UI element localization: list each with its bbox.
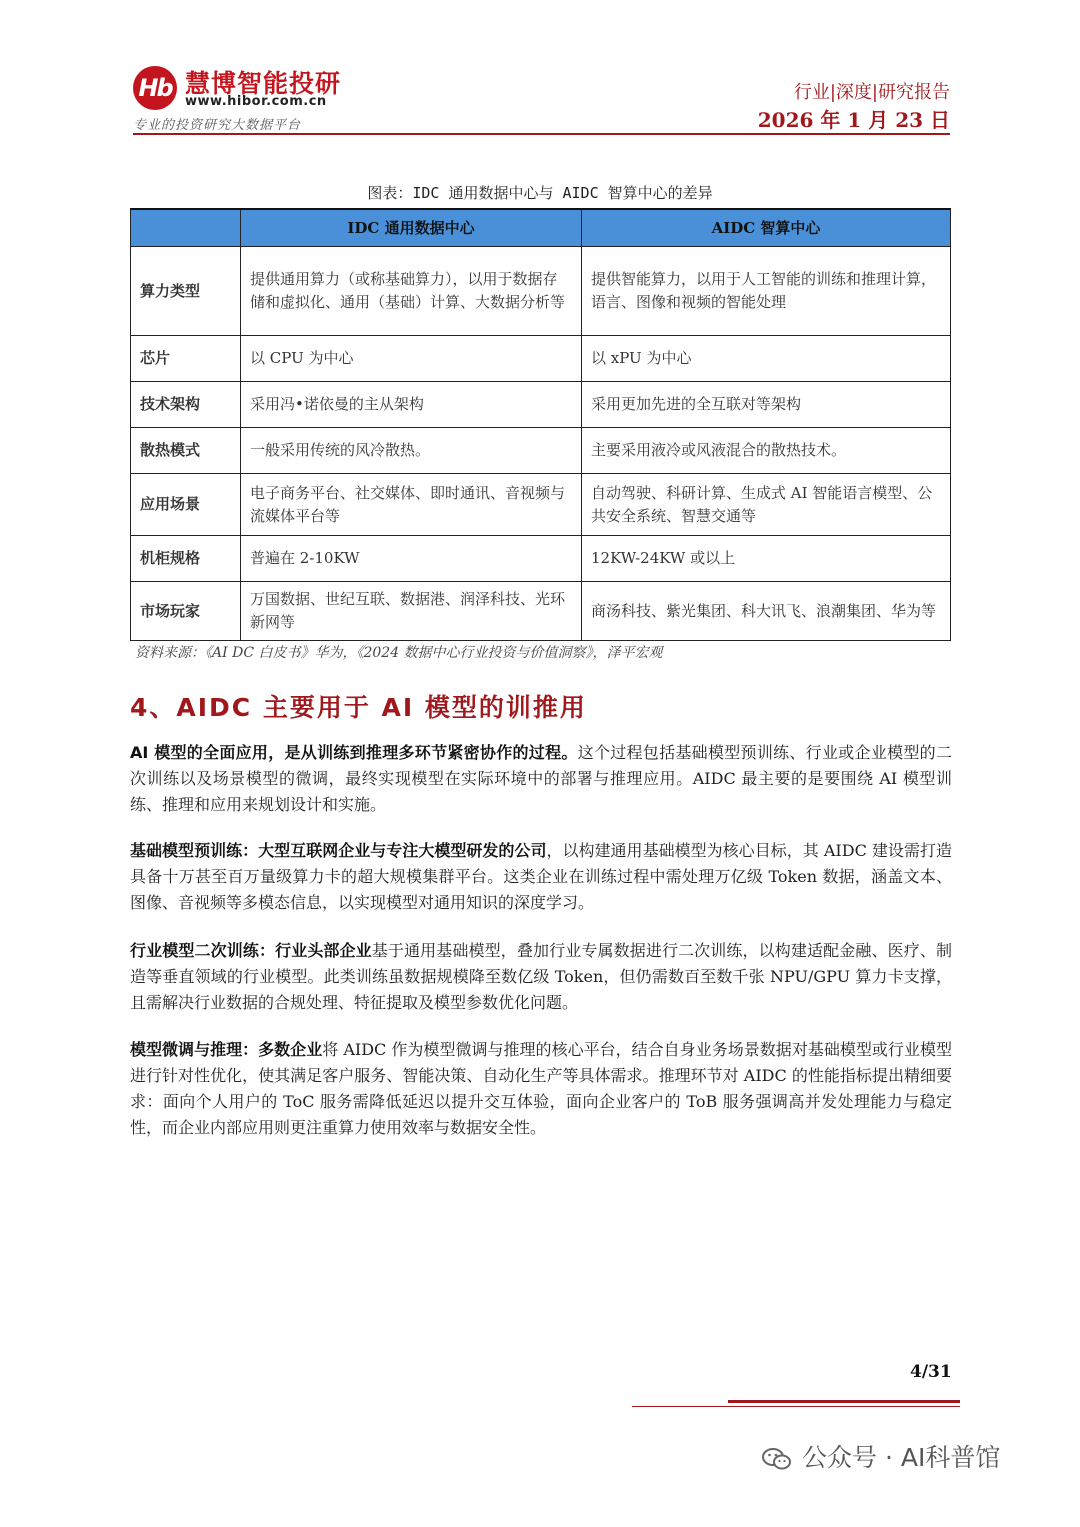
aidc-cell: 采用更加先进的全互联对等架构	[582, 382, 951, 428]
aidc-cell: 12KW-24KW 或以上	[582, 536, 951, 582]
idc-cell: 万国数据、世纪互联、数据港、润泽科技、光环新网等	[241, 582, 582, 641]
document-date: 2026 年 1 月 23 日	[757, 108, 950, 132]
table-header-blank	[131, 209, 241, 247]
logo-icon: Hb	[133, 66, 177, 110]
watermark-text: 公众号 · AI科普馆	[802, 1443, 1001, 1472]
table-caption: 图表：IDC 通用数据中心与 AIDC 智算中心的差异	[367, 184, 713, 202]
document-type: 行业|深度|研究报告	[793, 82, 950, 103]
row-label: 机柜规格	[131, 536, 241, 582]
brand-url: www.hibor.com.cn	[185, 94, 327, 109]
paragraph-body: 基于通用基础模型，叠加行业专属数据进行二次训练，以构建适配金融、医疗、制造等垂直领域的行业模型。此类训练虽数据规模降至数亿级 Token，但仍需数百至数千张 NPU/GPU 算力卡支撑，且需解决行业数据的合规处理、特征提取及模型参数优化问题。	[130, 941, 952, 1012]
body-paragraph	[130, 938, 952, 1016]
row-label: 技术架构	[131, 382, 241, 428]
idc-cell: 电子商务平台、社交媒体、即时通讯、音视频与流媒体平台等	[241, 474, 582, 536]
table-header-aidc: AIDC 智算中心	[582, 209, 951, 247]
idc-cell: 普遍在 2-10KW	[241, 536, 582, 582]
wechat-icon	[762, 1447, 792, 1471]
aidc-cell: 主要采用液冷或风液混合的散热技术。	[582, 428, 951, 474]
row-label: 芯片	[131, 336, 241, 382]
row-label: 市场玩家	[131, 582, 241, 641]
paragraph-lead: 基础模型预训练：大型互联网企业与专注大模型研发的公司	[130, 841, 547, 860]
aidc-cell: 商汤科技、紫光集团、科大讯飞、浪潮集团、华为等	[582, 582, 951, 641]
footer-divider-thin	[632, 1406, 960, 1407]
table-row	[131, 428, 951, 474]
body-paragraph	[130, 838, 952, 916]
brand-logo	[133, 66, 342, 136]
body-paragraph	[130, 1037, 952, 1141]
table-row	[131, 382, 951, 428]
table-header-row	[131, 209, 951, 247]
header-divider	[133, 133, 950, 135]
row-label: 算力类型	[131, 247, 241, 336]
idc-cell: 采用冯•诺依曼的主从架构	[241, 382, 582, 428]
brand-slogan: 专业的投资研究大数据平台	[133, 118, 302, 133]
table-row	[131, 336, 951, 382]
paragraph-lead: AI 模型的全面应用，是从训练到推理多环节紧密协作的过程。	[130, 743, 578, 762]
table-source-note: 资料来源：《AI DC 白皮书》华为，《2024 数据中心行业投资与价值洞察》，泽平宏观	[135, 645, 663, 661]
aidc-cell: 自动驾驶、科研计算、生成式 AI 智能语言模型、公共安全系统、智慧交通等	[582, 474, 951, 536]
paragraph-lead: 行业模型二次训练：行业头部企业	[130, 941, 372, 960]
footer-divider-thick	[728, 1400, 960, 1403]
body-paragraph	[130, 740, 952, 818]
table-header-idc: IDC 通用数据中心	[241, 209, 582, 247]
paragraph-body: ，以构建通用基础模型为核心目标，其 AIDC 建设需打造具备十万甚至百万量级算力卡的超大规模集群平台。这类企业在训练过程中需处理万亿级 Token 数据，涵盖文本、图像、音视频等多模态信息，以实现模型对通用知识的深度学习。	[130, 841, 952, 912]
idc-cell: 一般采用传统的风冷散热。	[241, 428, 582, 474]
paragraph-lead: 模型微调与推理：多数企业	[130, 1040, 323, 1059]
table-row	[131, 247, 951, 336]
aidc-cell: 提供智能算力，以用于人工智能的训练和推理计算，语言、图像和视频的智能处理	[582, 247, 951, 336]
page-number: 4/31	[910, 1362, 952, 1382]
paragraph-body: 这个过程包括基础模型预训练、行业或企业模型的二次训练以及场景模型的微调，最终实现模型在实际环境中的部署与推理应用。AIDC 最主要的是要围绕 AI 模型训练、推理和应用来规划设计和实施。	[130, 743, 952, 814]
table-row	[131, 474, 951, 536]
wechat-watermark	[762, 1438, 1000, 1474]
idc-cell: 以 CPU 为中心	[241, 336, 582, 382]
row-label: 应用场景	[131, 474, 241, 536]
row-label: 散热模式	[131, 428, 241, 474]
paragraph-body: 将 AIDC 作为模型微调与推理的核心平台，结合自身业务场景数据对基础模型或行业模型进行针对性优化，使其满足客户服务、智能决策、自动化生产等具体需求。推理环节对 AIDC 的性能指标提出精细要求：面向个人用户的 ToC 服务需降低延迟以提升交互体验，面向企业客户的 ToB 服务强调高并发处理能力与稳定性，而企业内部应用则更注重算力使用效率与数据安全性。	[130, 1040, 952, 1137]
table-row	[131, 582, 951, 641]
section-heading: 4、AIDC 主要用于 AI 模型的训推用	[130, 693, 587, 722]
aidc-cell: 以 xPU 为中心	[582, 336, 951, 382]
idc-cell: 提供通用算力（或称基础算力），以用于数据存储和虚拟化、通用（基础）计算、大数据分析等	[241, 247, 582, 336]
table-row	[131, 536, 951, 582]
brand-name: 慧博智能投研	[185, 69, 342, 98]
comparison-table	[130, 208, 951, 641]
